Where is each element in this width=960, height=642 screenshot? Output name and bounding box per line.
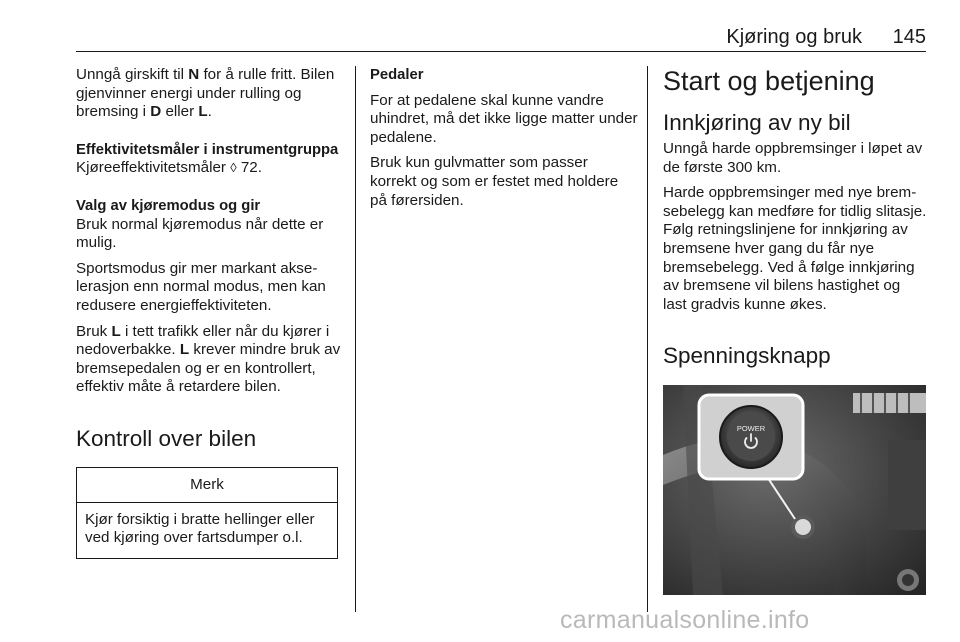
power-button-heading: Spenningsknapp [663,343,831,369]
column-divider-right [647,66,648,612]
page-number: 145 [892,26,926,48]
drive-mode-paragraph-2: Sportsmodus gir mer markant akselerasjon enn normal modus, men kan redusere energieffektiviteten. [76,259,326,314]
drive-mode-heading: Valg av kjøremodus og gir [76,197,261,214]
pedals-paragraph-2: Bruk kun gulvmatter som passer korrekt og som er festet med holdere på førersiden. [370,154,619,209]
break-in-paragraph-2: Harde oppbremsinger med nye bremsebelegg kan medføre for tidlig slitasje. Følg retningslinjene for innkjøring av bremsene hver gang du får nye bremsebelegg. Ved å følge innkjøring av bremsene vil bilens hastighet og last gradvis kunne økes. [663,184,927,313]
note-title: Merk [77,468,337,503]
left-column [76,66,344,559]
break-in-paragraph-1: Unngå harde oppbremsinger i løpet av de første 300 km. [663,140,923,176]
pedals-paragraph-1: For at pedalene skal kunne vandre uhindret, må det ikke ligge matter under pedalene. [370,91,638,146]
control-heading: Kontroll over bilen [76,425,257,451]
watermark: carmanualsonline.info [560,606,810,634]
power-button-photo [663,385,926,595]
start-operation-heading: Start og betjening [663,66,875,96]
brake-paragraph: Bruk L i tett trafikk eller når du kjører i nedoverbakke. L krever mindre bruk av bremsepedalen og er en kontrollert, effektiv måte å retardere bilen. [76,322,341,396]
drive-mode-paragraph-1: Bruk normal kjøremodus når dette er mulig. [76,215,324,252]
intro-paragraph: Unngå girskift til N for å rulle fritt. Bilen gjenvinner energi under rulling og bremsing i D eller L. [76,66,335,121]
page-header-title: Kjøring og bruk [726,26,862,48]
note-body: Kjør forsiktig i bratte hellinger eller ved kjøring over fartsdumper o.l. [85,510,315,547]
efficiency-heading: Effektivitetsmåler i instrumentgruppa [76,141,339,158]
efficiency-reference: Kjøreeffektivitetsmåler ◊ 72. [76,159,262,177]
column-divider-left [355,66,356,612]
page-reference-arrow-icon: ◊ [230,160,237,176]
middle-column [370,66,638,210]
note-box [76,467,338,559]
break-in-heading: Innkjøring av ny bil [663,110,851,135]
header-rule [76,51,926,52]
pedals-heading: Pedaler [370,67,424,83]
right-column [663,66,927,595]
power-label: POWER [736,424,766,434]
